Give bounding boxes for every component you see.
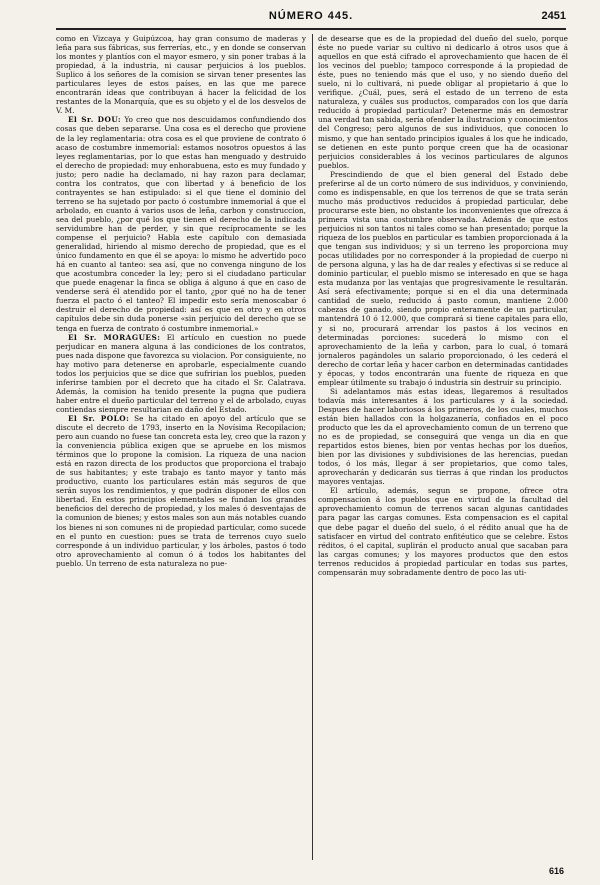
paragraph-text: El artículo, además, segun se propone, ofrece otra compensacion á los pueblos que en virtud de la facultad del aprovechamiento comun de terrenos sacan algunas cantidades para pagar las cargas comunes. Esta compensacion es el capital que debe pagar el dueño del suelo, ó el rédito anual que ha de satisfacer en virtud del contrato enfitéutico que se celebre. Estos réditos, ó el capital, suplirán el producto anual que sacaban para las cargas comunes; y los mayores productos que den estos terrenos reducidos á propiedad particular en todas sus partes, compensarán muy sobradamente dentro de poco las uti- bbox=[318, 486, 568, 577]
paragraph bbox=[318, 170, 568, 387]
right-column bbox=[318, 34, 568, 869]
left-column bbox=[56, 34, 306, 869]
header-page-number: 2451 bbox=[541, 10, 566, 22]
paragraph-text: Se ha citado en apoyo del artículo que se discute el decreto de 1793, inserto en la Novísima Recopilacion; pero aun cuando no fuese tan concreta esta ley, creo que la razon y la conveniencia pública exigen que se apruebe en los mismos términos que lo propone la comision. La riqueza de una nacion está en razon directa de los productos que proporciona el trabajo de sus habitantes; y este trabajo es tanto mayor y tanto más productivo, cuanto los particulares están más seguros de que serán suyos los rendimientos, y que podrán disponer de ellos con libertad. En estos principios elementales se fundan los grandes beneficios del derecho de propiedad, y los males ó desventajas de la comunion de bienes; y estos males son aun más notables cuando los bienes ni son comunes ni de propiedad particular, como sucede en el punto en cuestion: pues se trata de terrenos cuyo suelo corresponde á un individuo particular, y los árboles, pastos ó todo otro aprovechamiento al comun ó á todos los habitantes del pueblo. Un terreno de esta naturaleza no pue- bbox=[56, 413, 306, 568]
paragraph bbox=[56, 333, 306, 414]
paragraph bbox=[318, 387, 568, 487]
paragraph bbox=[56, 115, 306, 332]
paragraph-text: Yo creo que nos descuidamos confundiendo dos cosas que deben separarse. Una cosa es el derecho que proviene de la ley reglamentaria: otra cosa es el que proviene de contrato ó acaso de costumbre inmemorial: estamos nosotros opuestos á las leyes reglamentarias, por lo que estas han menguado y destruido el derecho de propiedad: muy enhorabuena, esto es muy fundado y justo; pero nadie ha declamado, ni hay razon para declamar, contra los contratos, que con libertad y á beneficio de los contrayentes se han estipulado: si el que tiene el dominio del terreno se ha sujetado por pacto ó costumbre inmemorial á que el arbolado, en cuanto á varios usos de leña, carbon y construccion, sea del pueblo, ¿por qué los que tienen el derecho de la indicada servidumbre han de perder, y sin que recíprocamente se les compense el perjuicio? Habla este capítulo con demasiada generalidad, hiriendo al mismo derecho de propiedad, que es el único fundamento en que él se apoya: lo mismo he advertido poco há en cuanto al tanteo: sea así, que no convenga ninguno de los que acostumbra conceder la ley; pero si el ciudadano particular que puede enagenar la finca se obliga á alguno á que en caso de venderse será él atendido por el tanto, ¿por qué no ha de tener fuerza el pacto ó el tanteo? El impedir esto sería menoscabar ó destruir el derecho de propiedad: así es que en otro y en otros capítulos debe sin duda ponerse «sin perjuicio del derecho que se tenga en fuerza de contrato ó costumbre inmemorial.» bbox=[56, 115, 306, 333]
paragraph-text: Prescindiendo de que el bien general del Estado debe preferirse al de un corto número de sus individuos, y conviniendo, como es indispensable, en que los terrenos de que se trata serán mucho más productivos reducidos á propiedad particular, debe procurarse este bien, no obstante los inconvenientes que ofrezca á primera vista una costumbre observada. Además de que estos perjuicios ni son tantos ni tales como se han presentado; porque la riqueza de los pueblos en particular es tambien proporcionada á la que tengan sus individuos; y si un terreno les proporciona muy pocas utilidades por no corresponder á la propiedad de cuerpo ni de persona alguna, y las ha de dar reales y efectivas si se reduce al dominio particular, el pueblo mismo se interesado en que se haga esta mudanza por las ventajas que progresivamente le resultarán. Así será efectivamente; porque si en el dia una determinada cantidad de suelo, reducido á pasto comun, mantiene 2.000 cabezas de ganado, siendo propio enteramente de un particular, mantendrá 10 ó 12.000, que comprará si tiene capitales para ello, y si no, procurará arrendar los pastos á los vecinos en determinadas porciones: sucederá lo mismo con el aprovechamiento de la leña y carbon, para lo cual, ó tomará jornaleros pagándoles un salario proporcionado, ó les cederá el derecho de cortar leña y hacer carbon en determinadas cantidades y épocas, y todos encontrarán una fuente de riqueza en que emplear útilmente su trabajo ó industria sin destruir su principio. bbox=[318, 169, 568, 387]
speaker-name: El Sr. POLO: bbox=[68, 413, 130, 423]
paragraph-text: Si adelantamos más estas ideas, llegaremos á resultados todavía más interesantes á los particulares y á la sociedad. Despues de hacer laboriosos á los primeros, de los cuales, muchos están bien hallados con la holgazanería, confiados en el poco producto que les da el aprovechamiento comun de un terreno que no es de propiedad, se conseguirá que venga un dia en que repartidos estos bienes, bien por ventas hechas por los dueños, bien por las divisiones y subdivisiones de las herencias, puedan todos, ó los más, llegar á ser propietarios, que como tales, aprovecharán y dedicarán sus tierras á que rindan los productos mayores ventajas. bbox=[318, 386, 568, 487]
page-header bbox=[56, 4, 566, 30]
paragraph bbox=[318, 34, 568, 170]
speaker-name: El Sr. DOU: bbox=[68, 115, 122, 125]
footer-page-number: 616 bbox=[548, 866, 564, 876]
paragraph-text: El artículo en cuestion no puede perjudicar en manera alguna á las condiciones de los contratos, pues nada dispone que favorezca su violacion. Por consiguiente, no hay motivo para detenerse en aprobarle, especialmente cuando todos los perjuicios que se dice que sufririan los pueblos, pueden inferirse tambien por el decreto que ha citado el Sr. Calatrava. Además, la comision ha tenido presente la pugna que pudiera haber entre el dueño particular del terreno y el de arbolado, cuyas contiendas siempre resultarian en daño del Estado. bbox=[56, 332, 306, 414]
speaker-name: El Sr. MORAGUES: bbox=[68, 332, 161, 342]
paragraph bbox=[318, 486, 568, 576]
paragraph-text: de desearse que es de la propiedad del dueño del suelo, porque éste no puede variar su cultivo ni dedicarlo á otros usos que á aquellos en que está cifrado el aprovechamiento que hacen de él los vecinos del pueblo; tampoco corresponde á la propiedad de éste, pues no teniendo más que el uso, y no siendo dueño del suelo, ni lo cultivará, ni puede obligar al propietario á que lo verifique. ¿Cuál, pues, será el estado de un terreno de esta naturaleza, y cuáles sus productos, comparados con los que daría reducido á propiedad particular? Detenerme más en demostrar una verdad tan sabida, sería ofender la ilustracion y conocimientos del Congreso; pero algunos de sus individuos, que conocen lo mismo, y que han sentado principios iguales á los que he indicado, se detienen en este punto porque creen que ha de ocasionar perjuicios considerables á los vecinos particulares de algunos pueblos. bbox=[318, 34, 568, 170]
paragraph bbox=[56, 34, 306, 115]
paragraph-text: como en Vizcaya y Guipúzcoa, hay gran consumo de maderas y leña para sus fábricas, sus ferrerías, etc., y en donde se conservan los montes y plantíos con el mayor esmero, y sin poner trabas á la propiedad, á la industria, ni causar perjuicios á los pueblos. Suplico á los señores de la comision se sirvan tener presentes las particulares leyes de estos países, en las que me parece encontrarán ideas que contribuyan á hacer la felicidad de los restantes de la Monarquía, que es su objeto y el de los desvelos de V. M. bbox=[56, 34, 306, 116]
paragraph bbox=[56, 414, 306, 568]
issue-title: NÚMERO 445. bbox=[268, 10, 354, 22]
column-divider bbox=[312, 34, 313, 860]
